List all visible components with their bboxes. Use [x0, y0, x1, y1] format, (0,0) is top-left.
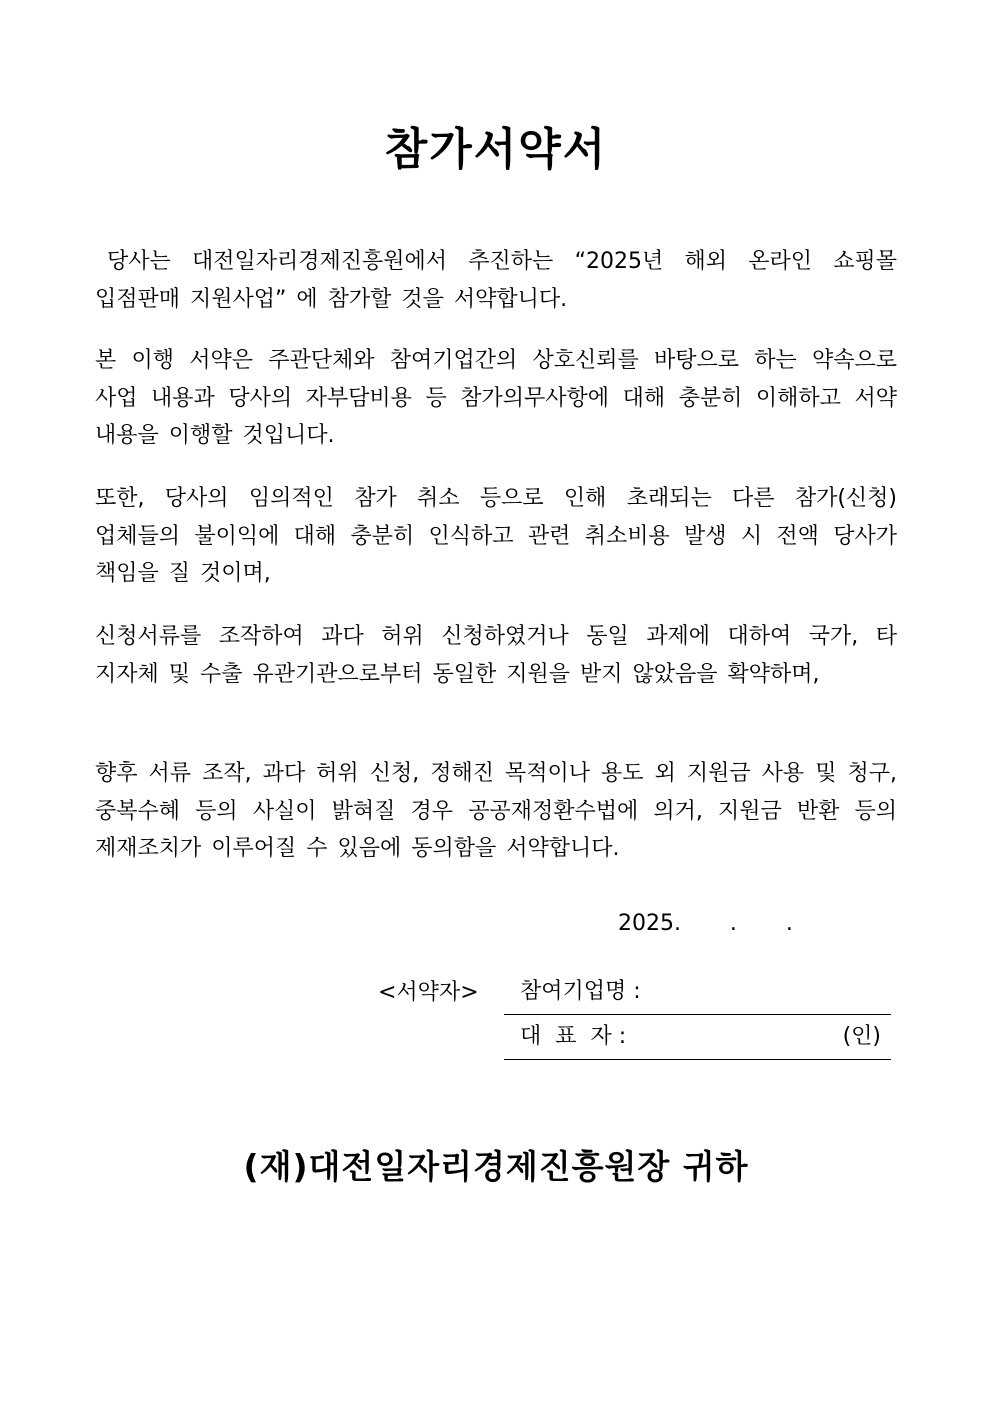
- company-name-row: [504, 970, 891, 1015]
- seal-mark: (인): [842, 1024, 881, 1049]
- representative-label: 대 표 자 :: [520, 1024, 627, 1049]
- paragraph-sanctions-consent: 향후 서류 조작, 과다 허위 신청, 정해진 목적이나 용도 외 지원금 사용 및 청구, 중복수혜 등의 사실이 밝혀질 경우 공공재정환수법에 의거, 지원금 반환 등의 제재조치가 이루어질 수 있음에 동의함을 서약합니다.: [95, 761, 897, 861]
- paragraph-cancellation-liability: 또한, 당사의 임의적인 참가 취소 등으로 인해 초래되는 다른 참가(신청) 업체들의 불이익에 대해 충분히 인식하고 관련 취소비용 발생 시 전액 당사가 책임을 질 것이며,: [95, 486, 897, 586]
- company-name-label: 참여기업명 :: [520, 979, 641, 1004]
- paragraph-pledge-intro: 당사는 대전일자리경제진흥원에서 추진하는 “2025년 해외 온라인 쇼핑몰 입점판매 지원사업” 에 참가할 것을 서약합니다.: [95, 249, 897, 312]
- date-line: 2025. . .: [618, 911, 793, 936]
- paragraph-mutual-trust: 본 이행 서약은 주관단체와 참여기업간의 상호신뢰를 바탕으로 하는 약속으로 사업 내용과 당사의 자부담비용 등 참가의무사항에 대해 충분히 이해하고 서약 내용을 이행할 것입니다.: [95, 348, 897, 448]
- addressee: (재)대전일자리경제진흥원장 귀하: [243, 1147, 749, 1186]
- paragraph-no-duplicate-support: 신청서류를 조작하여 과다 허위 신청하였거나 동일 과제에 대하여 국가, 타 지자체 및 수출 유관기관으로부터 동일한 지원을 받지 않았음을 확약하며,: [95, 624, 897, 687]
- signer-tag: <서약자>: [378, 980, 479, 1005]
- page-title: 참가서약서: [384, 124, 608, 175]
- representative-row: [504, 1015, 891, 1060]
